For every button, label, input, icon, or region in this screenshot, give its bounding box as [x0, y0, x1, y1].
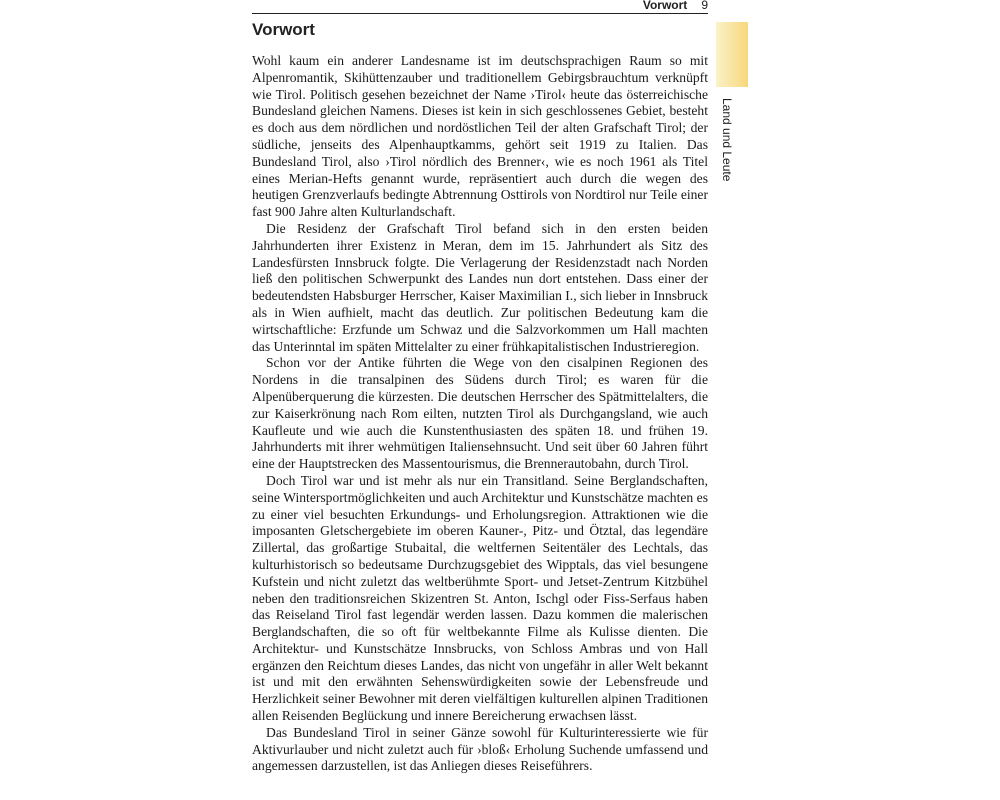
running-title: Vorwort — [642, 0, 688, 12]
section-tab — [716, 22, 748, 87]
paragraph-3: Schon vor der Antike führten die Wege von den cisalpinen Regionen des Nordens in die transalpinen des Südens durch Tirol; es waren für die Alpenüberquerung die kürzesten. Die deutschen Herrscher des Spätmittelalters, die zur Kaiserkrönung nach Rom eilten, nutzten Tirol als Durchgangsland, wie auch Kaufleute und wie auch die Kunstenthusiasten des späten 18. und frühen 19. Jahrhunderts mit ihrer wehmütigen Italiensehnsucht. Und seit über 60 Jahren führt eine der Hauptstrecken des Massentourismus, die Brennerautobahn, durch Tirol. — [252, 355, 708, 472]
paragraph-2: Die Residenz der Grafschaft Tirol befand sich in den ersten beiden Jahrhunderten ihrer Existenz in Meran, dem im 15. Jahrhundert als Sitz des Landesfürsten Innsbruck folgte. Die Verlagerung der Residenzstadt nach Norden ließ den politischen Schwerpunkt des Landes nun dort entstehen. Dass einer der bedeutendsten Habsburger Herrscher, Kaiser Maximilian I., sich lieber in Innsbruck als in Wien aufhielt, macht das deutlich. Zur politischen Bedeutung kam die wirtschaftliche: Erzfunde um Schwaz und die Salzvorkommen um Hall machten das Unterinntal im späten Mittelalter zu einer frühkapitalistischen Industrieregion. — [252, 220, 708, 354]
page-number: 9 — [701, 0, 708, 12]
paragraph-4: Doch Tirol war und ist mehr als nur ein Transitland. Seine Berglandschaften, seine Wintersportmöglichkeiten und auch Architektur und Kunstschätze machten es zu einer viel besuchten Erkundungs- und Erholungsregion. Attraktionen wie die imposanten Gletschergebiete im oberen Kauner-, Pitz- und Ötztal, das legendäre Zillertal, das großartige Stubaital, die weltfernen Seitentäler des Lechtals, das kulturhistorisch so bedeutsame Durchzugsgebiet des Wipptals, das viel besungene Kufstein und nicht zuletzt das weltberühmte Sport- und Jetset-Zentrum Kitzbühel neben den traditionsreichen Skizentren St. Anton, Ischgl oder Fiss-Serfaus haben das Reiseland Tirol fast legendär werden lassen. Dazu kommen die malerischen Berglandschaften, die so oft für weltbekannte Filme als Kulisse dienten. Die Architektur- und Kunstschätze Innsbrucks, von Schloss Ambras und von Hall ergänzen den Reichtum dieses Landes, das nicht von ungefähr in aller Welt bekannt ist und mit den erwähnten Sehenswürdigkeiten sowie der Lebensfreude und Herzlichkeit seiner Bewohner mit deren vielfältigen kulturellen alpinen Traditionen allen Reisenden Beglückung und innere Bereicherung erwachsen lässt. — [252, 472, 708, 724]
paragraph-5: Das Bundesland Tirol in seiner Gänze sowohl für Kulturinteressierte wie für Aktivurlauber und nicht zuletzt auch für ›bloß‹ Erholung Suchende umfassend und angemessen darzustellen, ist das Anliegen dieses Reiseführers. — [252, 724, 708, 774]
header-rule — [252, 13, 708, 14]
body-text — [252, 53, 708, 775]
section-tab-label: Land und Leute — [720, 98, 734, 182]
paragraph-1: Wohl kaum ein anderer Landesname ist im deutschsprachigen Raum so mit Alpenromantik, Skihüttenzauber und traditionellem Gebirgsbrauchtum verknüpft wie Tirol. Politisch gesehen bezeichnet der Name ›Tirol‹ heute das österreichische Bundesland gleichen Namens. Dieses ist kein in sich geschlossenes Gebiet, besteht es doch aus dem nördlichen und nordöstlichen Teil der alten Grafschaft Tirol; der südliche, jenseits des Alpenhauptkamms, gehört seit 1919 zu Italien. Das Bundesland Tirol, also ›Tirol nördlich des Brenner‹, wie es noch 1961 als Titel eines Merian-Hefts genannt wurde, repräsentiert auch durch die wegen des heutigen Grenzverlaufs bedingte Abtrennung Osttirols von Nordtirol nur Teile einer fast 900 Jahre alten Kulturlandschaft. — [252, 53, 708, 220]
running-head — [560, 0, 708, 12]
chapter-title: Vorwort — [252, 20, 315, 39]
